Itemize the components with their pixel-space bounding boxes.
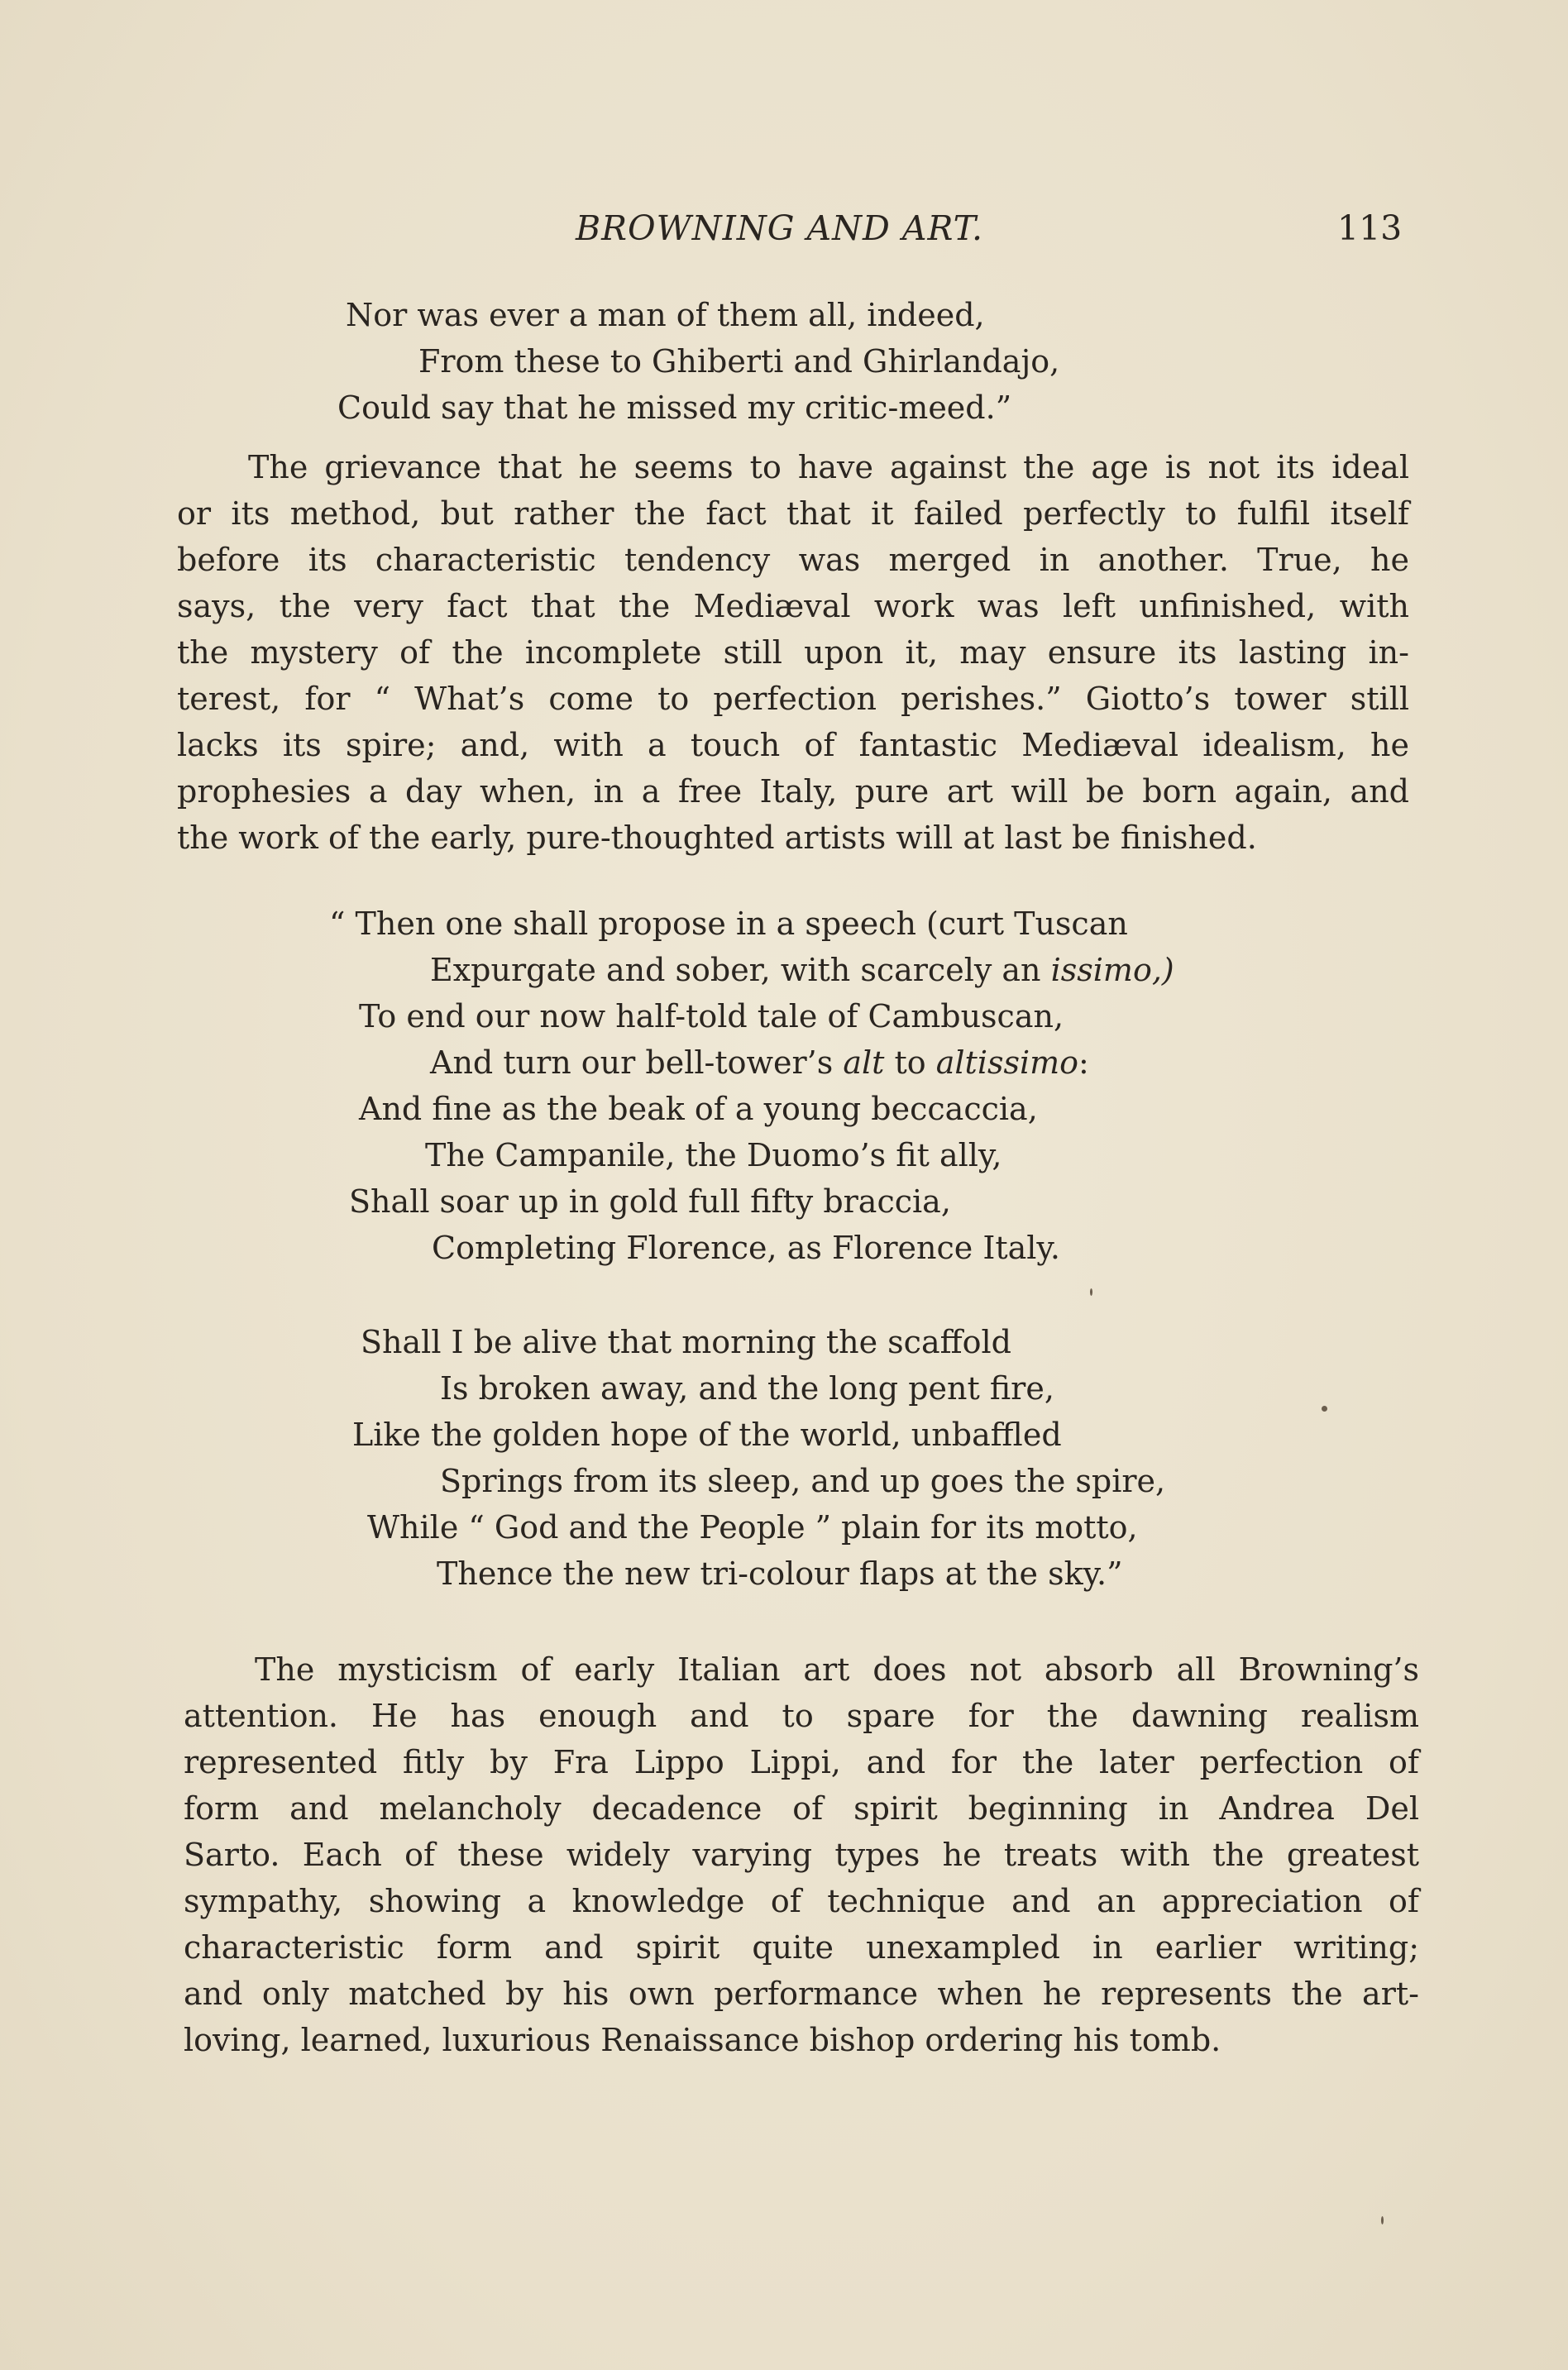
prose-line: the mystery of the incomplete still upon it, may ensure its lasting in- — [177, 634, 1409, 671]
verse-line: Is broken away, and the long pent fire, — [440, 1370, 1054, 1407]
paper-speck — [1090, 1288, 1092, 1296]
running-title: BROWNING AND ART. — [576, 208, 983, 248]
prose-line: form and melancholy decadence of spirit beginning in Andrea Del — [184, 1790, 1419, 1827]
verse-line — [430, 1044, 1089, 1082]
verse-line: And fine as the beak of a young beccaccia, — [359, 1091, 1038, 1127]
italic-word: alt — [843, 1044, 885, 1081]
paragraph-1 — [177, 448, 1409, 865]
verse-line: Nor was ever a man of them all, indeed, — [346, 297, 985, 333]
verse-line: To end our now half-told tale of Cambuscan, — [359, 998, 1064, 1034]
prose-line: attention. He has enough and to spare for the dawning realism — [184, 1698, 1419, 1734]
verse-line: The Campanile, the Duomo’s fit ally, — [425, 1137, 1002, 1173]
verse-line: Completing Florence, as Florence Italy. — [432, 1230, 1060, 1266]
prose-line: before its characteristic tendency was merged in another. True, he — [177, 542, 1409, 578]
prose-line: says, the very fact that the Mediæval work was left unfinished, with — [177, 588, 1409, 624]
verse-text: And turn our bell-tower’s — [430, 1044, 844, 1081]
verse-text: Expurgate and sober, with scarcely an — [430, 952, 1051, 988]
verse-text: to — [884, 1044, 936, 1081]
verse-line: From these to Ghiberti and Ghirlandajo, — [418, 343, 1060, 380]
prose-line: prophesies a day when, in a free Italy, pure art will be born again, and — [177, 773, 1409, 810]
verse-line: Thence the new tri-colour flaps at the sky.” — [437, 1555, 1123, 1592]
verse-line: Could say that he missed my critic-meed.” — [337, 389, 1012, 426]
prose-line: characteristic form and spirit quite unexampled in earlier writing; — [184, 1929, 1419, 1966]
verse-line: While “ God and the People ” plain for its motto, — [367, 1509, 1138, 1546]
italic-word: altissimo — [935, 1044, 1079, 1081]
prose-line: The grievance that he seems to have against the age is not its ideal — [248, 449, 1409, 485]
prose-line: or its method, but rather the fact that it failed perfectly to fulfil itself — [177, 495, 1409, 532]
prose-line: terest, for “ What’s come to perfection perishes.” Giotto’s tower still — [177, 681, 1409, 717]
verse-line: Shall soar up in gold full fifty braccia, — [349, 1183, 951, 1220]
verse-line: Springs from its sleep, and up goes the spire, — [440, 1463, 1166, 1499]
paragraph-2 — [184, 1651, 1419, 2067]
page-header — [0, 208, 1568, 258]
verse-text: : — [1078, 1044, 1089, 1081]
prose-line: sympathy, showing a knowledge of technique and an appreciation of — [184, 1883, 1419, 1919]
prose-line: Sarto. Each of these widely varying types he treats with the greatest — [184, 1837, 1419, 1873]
prose-line: The mysticism of early Italian art does not absorb all Browning’s — [255, 1651, 1419, 1688]
verse-line: “ Then one shall propose in a speech (curt Tuscan — [329, 905, 1128, 942]
prose-line: loving, learned, luxurious Renaissance bishop ordering his tomb. — [184, 2022, 1221, 2058]
prose-line: lacks its spire; and, with a touch of fantastic Mediæval idealism, he — [177, 727, 1409, 763]
page-number: 113 — [1337, 208, 1403, 248]
italic-word: issimo,) — [1050, 952, 1174, 988]
prose-line: the work of the early, pure-thoughted artists will at last be finished. — [177, 819, 1257, 856]
verse-line: Like the golden hope of the world, unbaffled — [352, 1417, 1062, 1453]
prose-line: represented fitly by Fra Lippo Lippi, and for the later perfection of — [184, 1744, 1419, 1780]
paper-speck — [1322, 1406, 1327, 1412]
verse-line: Shall I be alive that morning the scaffold — [361, 1324, 1011, 1360]
prose-line: and only matched by his own performance when he represents the art- — [184, 1976, 1419, 2012]
verse-line — [430, 951, 1174, 989]
paper-speck — [1381, 2216, 1384, 2224]
